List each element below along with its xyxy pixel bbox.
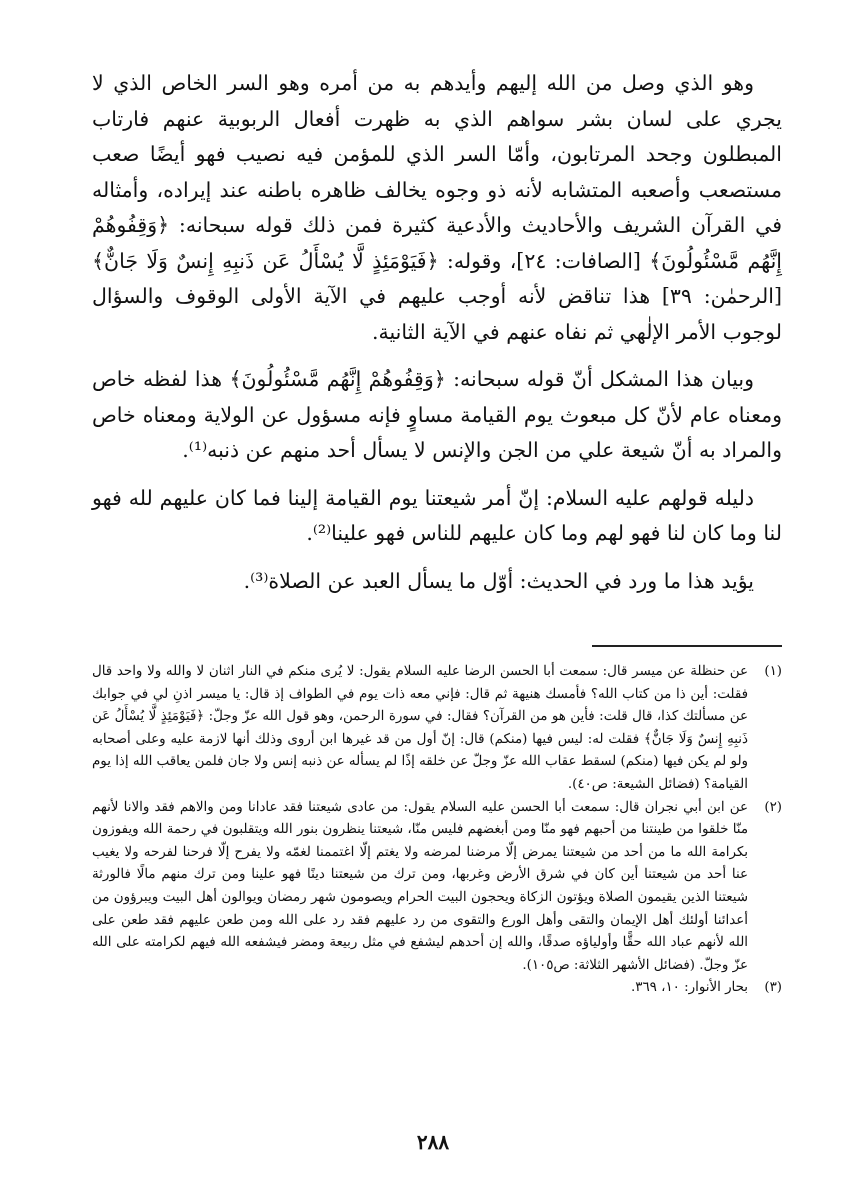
page-number: ٢٨٨: [416, 1130, 450, 1154]
footnote-text: عن حنظلة عن ميسر قال: سمعت أبا الحسن الرضا عليه السلام يقول: لا يُرى منكم في النار اثنان لا والله ولا واحد قال فقلت: أين ذا من كتاب الله؟ فأمسك هنيهة ثم قال: فإني معه ذات يوم في الطواف إذ قال: يا ميسر اذنِ لي في جوابك عن مسألتك كذا، قال قلت: فأين هو من القرآن؟ فقال: في سورة الرحمن، وهو قول الله عزّ وجلّ: ﴿فَيَوْمَئِذٍ لَّا يُسْأَلُ عَن ذَنبِهِ إِنسٌ وَلَا جَانٌّ﴾ فقلت له: ليس فيها (منكم) قال: إنّ أول من قد غيرها ابن أروى وذلك أنها لازمة عليه وعلى أصحابه ولو لم يكن فيها (منكم) لسقط عقاب الله عزّ وجلّ عن خلقه إذًا لم يسأله عن ذنبه إنس ولا جان فلمن يعاقب الله إذا يوم القيامة؟ (فضائل الشيعة: ص٤٠).: [92, 664, 748, 792]
footnote-3: [92, 977, 782, 1000]
footnote-1: [92, 661, 782, 797]
footnote-text: عن ابن أبي نجران قال: سمعت أبا الحسن عليه السلام يقول: من عادى شيعتنا فقد عادانا ومن والاهم فقد والانا لأنهم منّا خلقوا من طينتنا من أحبهم فهو منّا ومن أبغضهم فليس منّا، شيعتنا ينظرون بنور الله ويتقلبون في رحمة الله ويفوزون بكرامة الله ما من أحد من شيعتنا يمرض إلّا مرضنا لمرضه ولا يغتم إلّا اغتممنا لغمّه ولا يفرح إلّا فرحنا لفرحه ولا يغيب عنا أحد من شيعتنا أين كان في شرق الأرض وغربها، ومن ترك من شيعتنا دينًا فهو علينا ومن ترك منهم مالًا فالورثة شيعتنا الذين يقيمون الصلاة ويؤتون الزكاة ويحجون البيت الحرام ويصومون شهر رمضان ويوالون أهل البيت ويبرؤون من أعدائنا أولئك أهل الإيمان والتقى وأهل الورع والتقوى من رد عليهم فقد رد على الله ومن طعن عليهم فقد طعن على الله لأنهم عباد الله حقًّا وأولياؤه صدقًا، والله إن أحدهم ليشفع في مثل ربيعة ومضر فيشفعه الله فيهم لكرامته على الله عزّ وجلّ. (فضائل الأشهر الثلاثة: ص١٠٥).: [92, 799, 748, 973]
paragraph-2: وبيان هذا المشكل أنّ قوله سبحانه: ﴿وَقِفُوهُمْ إِنَّهُم مَّسْئُولُونَ﴾ هذا لفظه خاص ومعناه عام لأنّ كل مبعوث يوم القيامة مساوٍ فإنه مسؤول عن الولاية ومعناه خاص والمراد به أنّ شيعة علي من الجن والإنس لا يسأل أحد منهم عن ذنبه⁽¹⁾.: [92, 367, 782, 462]
footnote-number: (٢): [764, 799, 782, 815]
paragraph-3: دليله قولهم عليه السلام: إنّ أمر شيعتنا يوم القيامة إلينا فما كان عليهم لله فهو لنا وما كان لنا فهو لهم وما كان عليهم للناس فهو علينا⁽²⁾.: [92, 485, 782, 545]
footnotes: [92, 661, 782, 1000]
footnote-separator: [592, 645, 782, 647]
main-text: [92, 66, 782, 599]
paragraph-4: يؤيد هذا ما ورد في الحديث: أوّل ما يسأل العبد عن الصلاة⁽³⁾.: [243, 568, 754, 593]
footnote-text: بحار الأنوار: ١٠، ٣٦٩.: [631, 980, 748, 996]
footnote-2: [92, 797, 782, 978]
footnote-number: (٣): [764, 980, 782, 996]
paragraph-1: وهو الذي وصل من الله إليهم وأيدهم به من أمره وهو السر الخاص الذي لا يجري على لسان بشر سواهم الذي به ظهرت أفعال الربوبية عنهم فارتاب المبطلون وجحد المرتابون، وأمّا السر الذي للمؤمن فيه نصيب فهو أيضًا صعب مستصعب وأصعبه المتشابه لأنه ذو وجوه يخالف ظاهره باطنه عند إيراده، وأمثاله في القرآن الشريف والأحاديث والأدعية كثيرة فمن ذلك قوله سبحانه: ﴿وَقِفُوهُمْ إِنَّهُم مَّسْئُولُونَ﴾ [الصافات: ٢٤]، وقوله: ﴿فَيَوْمَئِذٍ لَّا يُسْأَلُ عَن ذَنبِهِ إِنسٌ وَلَا جَانٌّ﴾ [الرحمٰن: ٣٩] هذا تناقض لأنه أوجب عليهم في الآية الأولى الوقوف والسؤال لوجوب الأمر الإلٰهي ثم نفاه عنهم في الآية الثانية.: [92, 71, 782, 344]
footnote-number: (١): [764, 664, 782, 679]
